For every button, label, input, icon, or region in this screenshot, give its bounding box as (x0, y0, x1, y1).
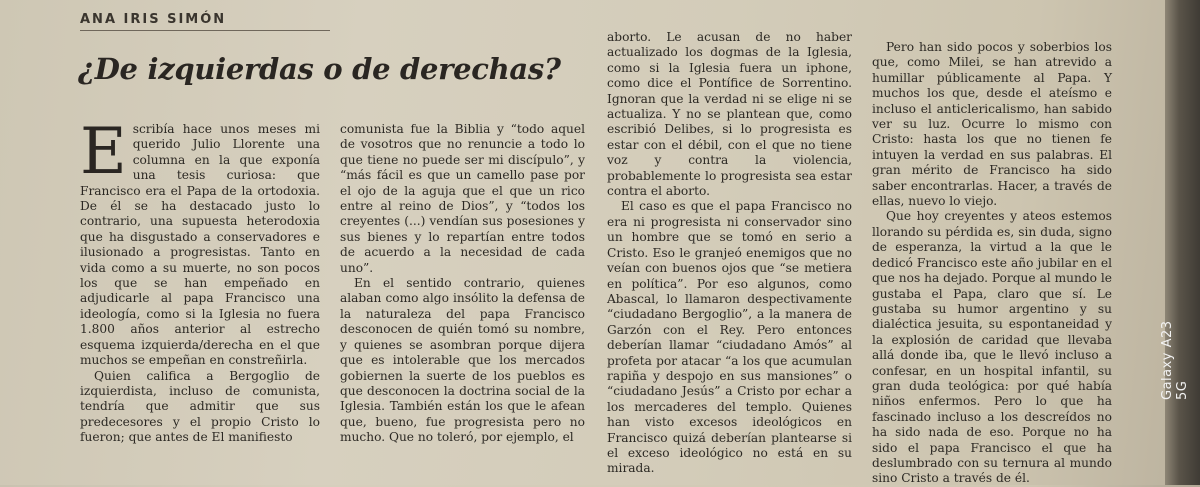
drop-cap: E (80, 115, 127, 189)
paragraph: comunista fue la Biblia y “todo aquel de vosotros que no renuncie a todo lo que tiene no puede ser mi discípulo”, y “más fácil es que un camello pase por el ojo de la aguja que el que un rico entre al reino de Dios”, y “todos los creyentes (...) vendían sus posesiones y sus bienes y lo repartían entre todos de acuerdo a la necesidad de cada uno”. (340, 122, 585, 275)
paragraph: El caso es que el papa Francisco no era ni progresista ni conservador sino un hombre que se tomó en serio a Cristo. Eso le granjeó enemigos que no veían con buenos ojos que “se metiera en política”. Por eso algunos, como Abascal, lo llamaron despectivamente “ciudadano Bergoglio”, a la manera de Garzón con el Rey. Pero entonces deberían llamar “ciudadano Amós” al profeta por atacar “a los que acumulan rapiña y despojo en sus mansiones” o “ciudadano Jesús” a Cristo por echar a los mercaderes del templo. Quienes han visto excesos ideológicos en Francisco quizá deberían plantearse si el exceso ideológico no está en su mirada. (607, 199, 852, 476)
article-headline: ¿De izquierdas o de derechas? (78, 52, 561, 86)
paragraph: Quien califica a Bergoglio de izquierdista, incluso de comunista, tendría que admitir que sus predecesores y el propio Cristo lo fueron; que antes de El manifiesto (80, 368, 320, 445)
byline-rule (80, 30, 330, 31)
camera-watermark: Galaxy A23 5G (1160, 320, 1190, 400)
author-byline: ANA IRIS SIMÓN (80, 12, 227, 27)
paragraph: Que hoy creyentes y ateos estemos llorando su pérdida es, sin duda, signo de esperanza, la virtud a la que le dedicó Francisco este año jubilar en el que nos ha dejado. Porque al mundo le gustaba el Papa, claro que sí. Le gustaba su humor argentino y su dialéctica jesuita, su espontaneidad y la explosión de caridad que llevaba allá donde iba, que le llevó incluso a confesar, en un hospital infantil, su gran duda teológica: por qué había niños enfermos. Pero lo que ha fascinado incluso a los descreídos no ha sido nada de eso. Porque no ha sido el papa Francisco el que ha deslumbrado con su ternura al mundo sino Cristo a través de él. (872, 209, 1112, 486)
article-column-3 (607, 30, 852, 477)
article-column-1 (80, 115, 320, 446)
paragraph: scribía hace unos meses mi querido Julio Llorente una columna en la que exponía una tesis curiosa: que Francisco era el Papa de la ortodoxia. De él se ha destacado justo lo contrario, una supuesta heterodoxia que ha disgustado a conservadores e ilusionado a progresistas. Tanto en vida como a su muerte, no son pocos los que se han empeñado en adjudicarle al papa Francisco una ideología, como si la Iglesia no fuera 1.800 años anterior al estrecho esquema izquierda/derecha en el que muchos se empeñan en constreñirla. (80, 122, 320, 368)
page-edge-shadow (1165, 0, 1200, 485)
paragraph: En el sentido contrario, quienes alaban como algo insólito la defensa de la naturaleza del papa Francisco desconocen de quién tomó su nombre, y quienes se asombran porque dijera que es intolerable que los mercados gobiernen la suerte de los pueblos es que desconocen la doctrina social de la Iglesia. También están los que le afean que, bueno, fue progresista pero no mucho. Que no toleró, por ejemplo, el (340, 276, 585, 445)
paragraph: Pero han sido pocos y soberbios los que, como Milei, se han atrevido a humillar públicamente al Papa. Y muchos los que, desde el ateísmo e incluso el anticlericalismo, han sabido ver su luz. Ocurre lo mismo con Cristo: hasta los que no tienen fe intuyen la verdad en sus palabras. El gran mérito de Francisco ha sido saber encontrarlas. Hacer, a través de ellas, nuevo lo viejo. (872, 40, 1112, 209)
article-column-2 (340, 122, 585, 446)
paragraph: aborto. Le acusan de no haber actualizado los dogmas de la Iglesia, como si la Iglesia fuera un iphone, como dice el Pontífice de Sorrentino. Ignoran que la verdad ni se elige ni se actualiza. Y no se plantean que, como escribió Delibes, si lo progresista es estar con el débil, con el que no tiene voz y contra la violencia, probablemente lo progresista sea estar contra el aborto. (607, 30, 852, 199)
article-column-4 (872, 40, 1112, 487)
